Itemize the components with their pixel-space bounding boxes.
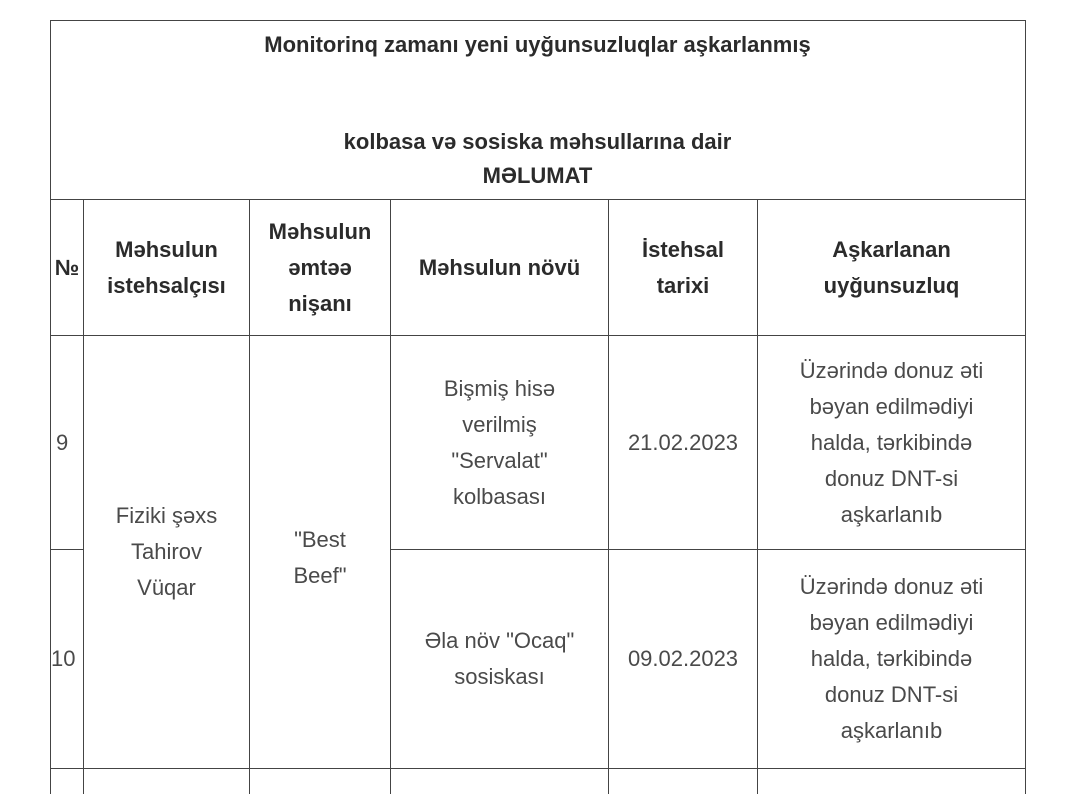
row9-type-line-1: Bişmiş hisə <box>443 375 556 401</box>
header-issue <box>758 200 1025 335</box>
row9-issue-line-3: halda, tərkibində <box>810 429 973 455</box>
header-brand <box>250 200 390 335</box>
header-type: Məhsulun növü <box>418 254 581 280</box>
row10-type-line-2: sosiskası <box>454 664 545 689</box>
row9-date: 21.02.2023 <box>627 429 739 455</box>
brand-line-2: Beef" <box>293 563 347 588</box>
header-producer-line-2: istehsalçısı <box>107 272 226 298</box>
row10-date: 09.02.2023 <box>627 646 739 671</box>
row10-issue-line-5: aşkarlanıb <box>840 718 943 743</box>
row9-type-line-4: kolbasası <box>453 483 546 509</box>
title-line-2: kolbasa və sosiska məhsullarına dair <box>343 129 732 154</box>
row9-type <box>391 336 608 549</box>
header-date <box>609 200 757 335</box>
row10-issue-line-1: Üzərində donuz əti <box>799 574 984 599</box>
table-top-border <box>50 20 1026 21</box>
header-producer <box>84 200 249 335</box>
producer-line-1: Fiziki şəxs <box>115 503 218 528</box>
row9-issue-line-2: bəyan edilmədiyi <box>809 393 974 419</box>
row9-issue-line-1: Üzərində donuz əti <box>799 357 984 383</box>
table-right-border <box>1025 20 1026 794</box>
header-num: № <box>54 254 80 280</box>
row9-issue-line-4: donuz DNT-si <box>824 465 959 491</box>
row10-type <box>391 550 608 768</box>
header-brand-line-3: nişanı <box>288 290 352 316</box>
row9-issue-line-5: aşkarlanıb <box>840 501 943 527</box>
row10-num: 10 <box>51 646 76 671</box>
brand-cell <box>250 336 390 768</box>
row9-type-line-3: "Servalat" <box>451 447 548 473</box>
row10-issue <box>758 550 1025 768</box>
header-date-line-1: İstehsal <box>642 236 724 262</box>
producer-cell <box>84 336 249 768</box>
row9-num: 9 <box>56 429 69 455</box>
row10-issue-line-3: halda, tərkibində <box>810 646 973 671</box>
header-brand-line-1: Məhsulun <box>268 218 372 244</box>
header-producer-line-1: Məhsulun <box>115 236 218 262</box>
row9-type-line-2: verilmiş <box>462 411 537 437</box>
title-line-1: Monitorinq zamanı yeni uyğunsuzluqlar aşkarlanmış <box>264 32 811 57</box>
row10-bottom-border <box>50 768 1026 769</box>
header-issue-line-2: uyğunsuzluq <box>823 272 960 298</box>
title-line-3: MƏLUMAT <box>482 163 593 188</box>
header-date-line-2: tarixi <box>656 272 710 298</box>
row10-issue-line-4: donuz DNT-si <box>824 682 959 707</box>
brand-line-1: "Best <box>294 527 346 552</box>
producer-line-3: Vüqar <box>137 575 196 600</box>
header-brand-line-2: əmtəə <box>288 254 352 280</box>
row10-issue-line-2: bəyan edilmədiyi <box>809 610 974 635</box>
producer-line-2: Tahirov <box>131 539 202 564</box>
row9-issue <box>758 336 1025 549</box>
header-issue-line-1: Aşkarlanan <box>832 236 951 262</box>
row10-type-line-1: Əla növ "Ocaq" <box>424 628 575 653</box>
